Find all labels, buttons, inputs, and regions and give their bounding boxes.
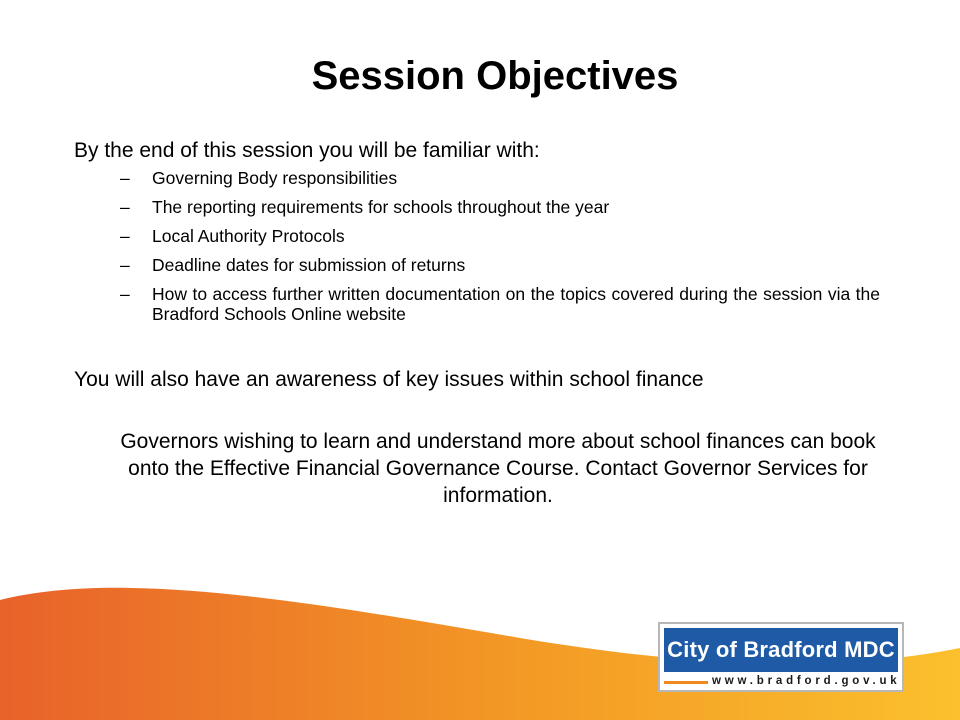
objectives-list xyxy=(120,168,880,333)
list-item xyxy=(120,168,880,188)
list-item-text: How to access further written documentation on the topics covered during the session via the Bradford Schools Online website xyxy=(152,284,880,324)
list-item xyxy=(120,226,880,246)
bullet-dash: – xyxy=(120,168,130,188)
list-item-text: The reporting requirements for schools throughout the year xyxy=(152,197,610,217)
list-item xyxy=(120,255,880,275)
bradford-logo xyxy=(658,622,904,692)
logo-name: City of Bradford MDC xyxy=(664,628,898,672)
logo-accent-stripe xyxy=(664,681,708,684)
bullet-dash: – xyxy=(120,255,130,275)
bullet-dash: – xyxy=(120,197,130,217)
list-item xyxy=(120,197,880,217)
intro-text: By the end of this session you will be familiar with: xyxy=(74,139,540,162)
bullet-dash: – xyxy=(120,226,130,246)
governor-note: Governors wishing to learn and understand more about school finances can book onto the Effective Financial Governance Course. Contact Governor Services for information. xyxy=(120,430,876,507)
list-item-text: Governing Body responsibilities xyxy=(152,168,398,188)
slide-title: Session Objectives xyxy=(311,54,679,98)
logo-url: www.bradford.gov.uk xyxy=(712,675,901,687)
list-item-text: Deadline dates for submission of returns xyxy=(152,255,466,275)
list-item xyxy=(120,284,880,324)
bullet-dash: – xyxy=(120,284,130,304)
list-item-text: Local Authority Protocols xyxy=(152,226,345,246)
awareness-text: You will also have an awareness of key issues within school finance xyxy=(74,368,704,391)
